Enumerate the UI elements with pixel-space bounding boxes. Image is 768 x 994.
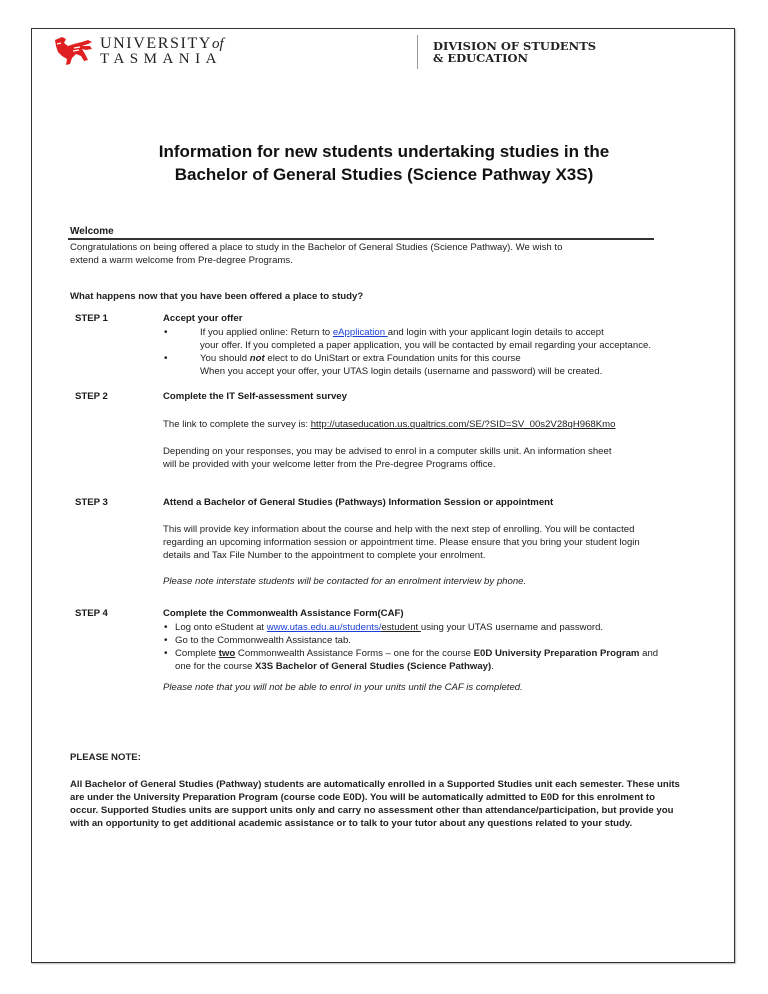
step-1-b2-text: You should	[200, 353, 250, 364]
step-3-label: STEP 3	[75, 497, 108, 508]
step-4-b2-text: Go to the Commonwealth Assistance tab.	[175, 635, 351, 646]
bullet-icon: •	[164, 622, 168, 633]
step-2-label: STEP 2	[75, 391, 108, 402]
step-2-paragraph	[163, 445, 612, 471]
survey-link[interactable]: http://utaseducation.us.qualtrics.com/SE/?SID=SV_00s2V28qH968Kmo	[310, 419, 616, 430]
step-1-b1-line-2: your offer. If you completed a paper application, you will be contacted by email regarding your acceptance.	[200, 340, 651, 351]
logo-tasmania-text: TASMANIA	[100, 50, 222, 67]
course-x3s: X3S Bachelor of General Studies (Science Pathway)	[255, 661, 492, 672]
bullet-icon: •	[164, 353, 168, 364]
logo-of-text: of	[212, 35, 224, 52]
document-title	[0, 140, 768, 186]
please-note-heading: PLEASE NOTE:	[70, 752, 141, 763]
estudent-link-suffix[interactable]: estudent	[381, 622, 421, 633]
tasmanian-tiger-logo-icon	[52, 34, 94, 68]
step-4-two-emphasis: two	[218, 648, 236, 659]
step-1-list	[163, 326, 723, 378]
step-4-list	[163, 621, 728, 673]
step-2-link-line	[163, 418, 615, 431]
header-divider	[417, 35, 418, 69]
step-1-b2-line-2: When you accept your offer, your UTAS login details (username and password) will be created.	[200, 366, 603, 377]
step-4-b3-line-2: one for the course	[175, 661, 255, 672]
step-4-b3-text: Complete	[175, 648, 219, 659]
division-name	[433, 40, 596, 64]
step-1-not-emphasis: not	[249, 353, 265, 364]
step-3-paragraph	[163, 523, 640, 562]
step-4-b3-end: and	[639, 648, 659, 659]
welcome-rule	[68, 238, 654, 240]
please-note-line-2: are under the University Preparation Program (course code E0D). You will be automatically admitted to E0D for this enrolment to	[70, 792, 655, 803]
step-2-title: Complete the IT Self-assessment survey	[163, 391, 347, 402]
step-3-line-3: details and Tax File Number to the appointment to complete your enrolment.	[163, 550, 486, 561]
step-1-label: STEP 1	[75, 313, 108, 324]
step-4-note: Please note that you will not be able to enrol in your units until the CAF is completed.	[163, 682, 523, 693]
step-4-b3-mid: Commonwealth Assistance Forms – one for the course	[235, 648, 474, 659]
step-4-bullet-3	[163, 647, 728, 673]
step-2-line-1: Depending on your responses, you may be advised to enrol in a computer skills unit. An information sheet	[163, 446, 612, 457]
welcome-heading: Welcome	[70, 226, 114, 237]
eapplication-link[interactable]: eApplication	[332, 327, 388, 338]
division-line-2: & EDUCATION	[433, 51, 529, 65]
division-line-1: DIVISION OF STUDENTS	[433, 39, 597, 53]
bullet-icon: •	[164, 648, 168, 659]
question-heading: What happens now that you have been offered a place to study?	[70, 291, 364, 302]
step-4-b1-text: Log onto eStudent at	[175, 622, 267, 633]
welcome-paragraph	[70, 241, 562, 267]
welcome-line-2: extend a warm welcome from Pre-degree Programs.	[70, 255, 293, 266]
step-1-bullet-1	[163, 326, 723, 352]
step-3-line-1: This will provide key information about the course and help with the next step of enrolling. You will be contacted	[163, 524, 635, 535]
estudent-link[interactable]: www.utas.edu.au/students/	[266, 622, 382, 633]
title-line-2: Bachelor of General Studies (Science Pathway X3S)	[174, 165, 594, 184]
please-note-line-4: with an opportunity to get additional academic assistance or to talk to your tutor about any questions related to your study.	[70, 818, 633, 829]
university-logo	[52, 34, 224, 68]
step-4-b3-period: .	[491, 661, 494, 672]
step-1-bullet-2	[163, 352, 723, 378]
logo-university-text: UNIVERSITY	[100, 34, 212, 52]
step-4-title: Complete the Commonwealth Assistance Form(CAF)	[163, 608, 404, 619]
please-note-line-1: All Bachelor of General Studies (Pathway) students are automatically enrolled in a Supported Studies unit each semester. These units	[70, 779, 680, 790]
step-4-bullet-1	[163, 621, 728, 634]
please-note-paragraph	[70, 778, 730, 830]
step-3-note: Please note interstate students will be contacted for an enrolment interview by phone.	[163, 576, 527, 587]
step-1-b1-text-end: and login with your applicant login details to accept	[387, 327, 604, 338]
bullet-icon: •	[164, 327, 168, 338]
step-4-b1-text-end: using your UTAS username and password.	[420, 622, 604, 633]
step-2-line-2: will be provided with your welcome letter from the Pre-degree Programs office.	[163, 459, 496, 470]
step-1-b1-text: If you applied online: Return to	[200, 327, 333, 338]
step-3-title: Attend a Bachelor of General Studies (Pathways) Information Session or appointment	[163, 497, 554, 508]
welcome-line-1: Congratulations on being offered a place to study in the Bachelor of General Studies (Science Pathway). We wish to	[70, 242, 563, 253]
step-2-link-prefix: The link to complete the survey is:	[163, 419, 311, 430]
step-4-label: STEP 4	[75, 608, 108, 619]
please-note-line-3: occur. Supported Studies units are support units only and carry no assessment other than attendance/participation, but provide you	[70, 805, 674, 816]
bullet-icon: •	[164, 635, 168, 646]
step-3-line-2: regarding an upcoming information session or appointment time. Please ensure that you bring your student login	[163, 537, 640, 548]
step-1-title: Accept your offer	[163, 313, 243, 324]
step-1-b2-text-end: elect to do UniStart or extra Foundation units for this course	[264, 353, 521, 364]
step-4-bullet-2	[163, 634, 728, 647]
course-e0d: E0D University Preparation Program	[473, 648, 640, 659]
title-line-1: Information for new students undertaking studies in the	[158, 142, 610, 161]
